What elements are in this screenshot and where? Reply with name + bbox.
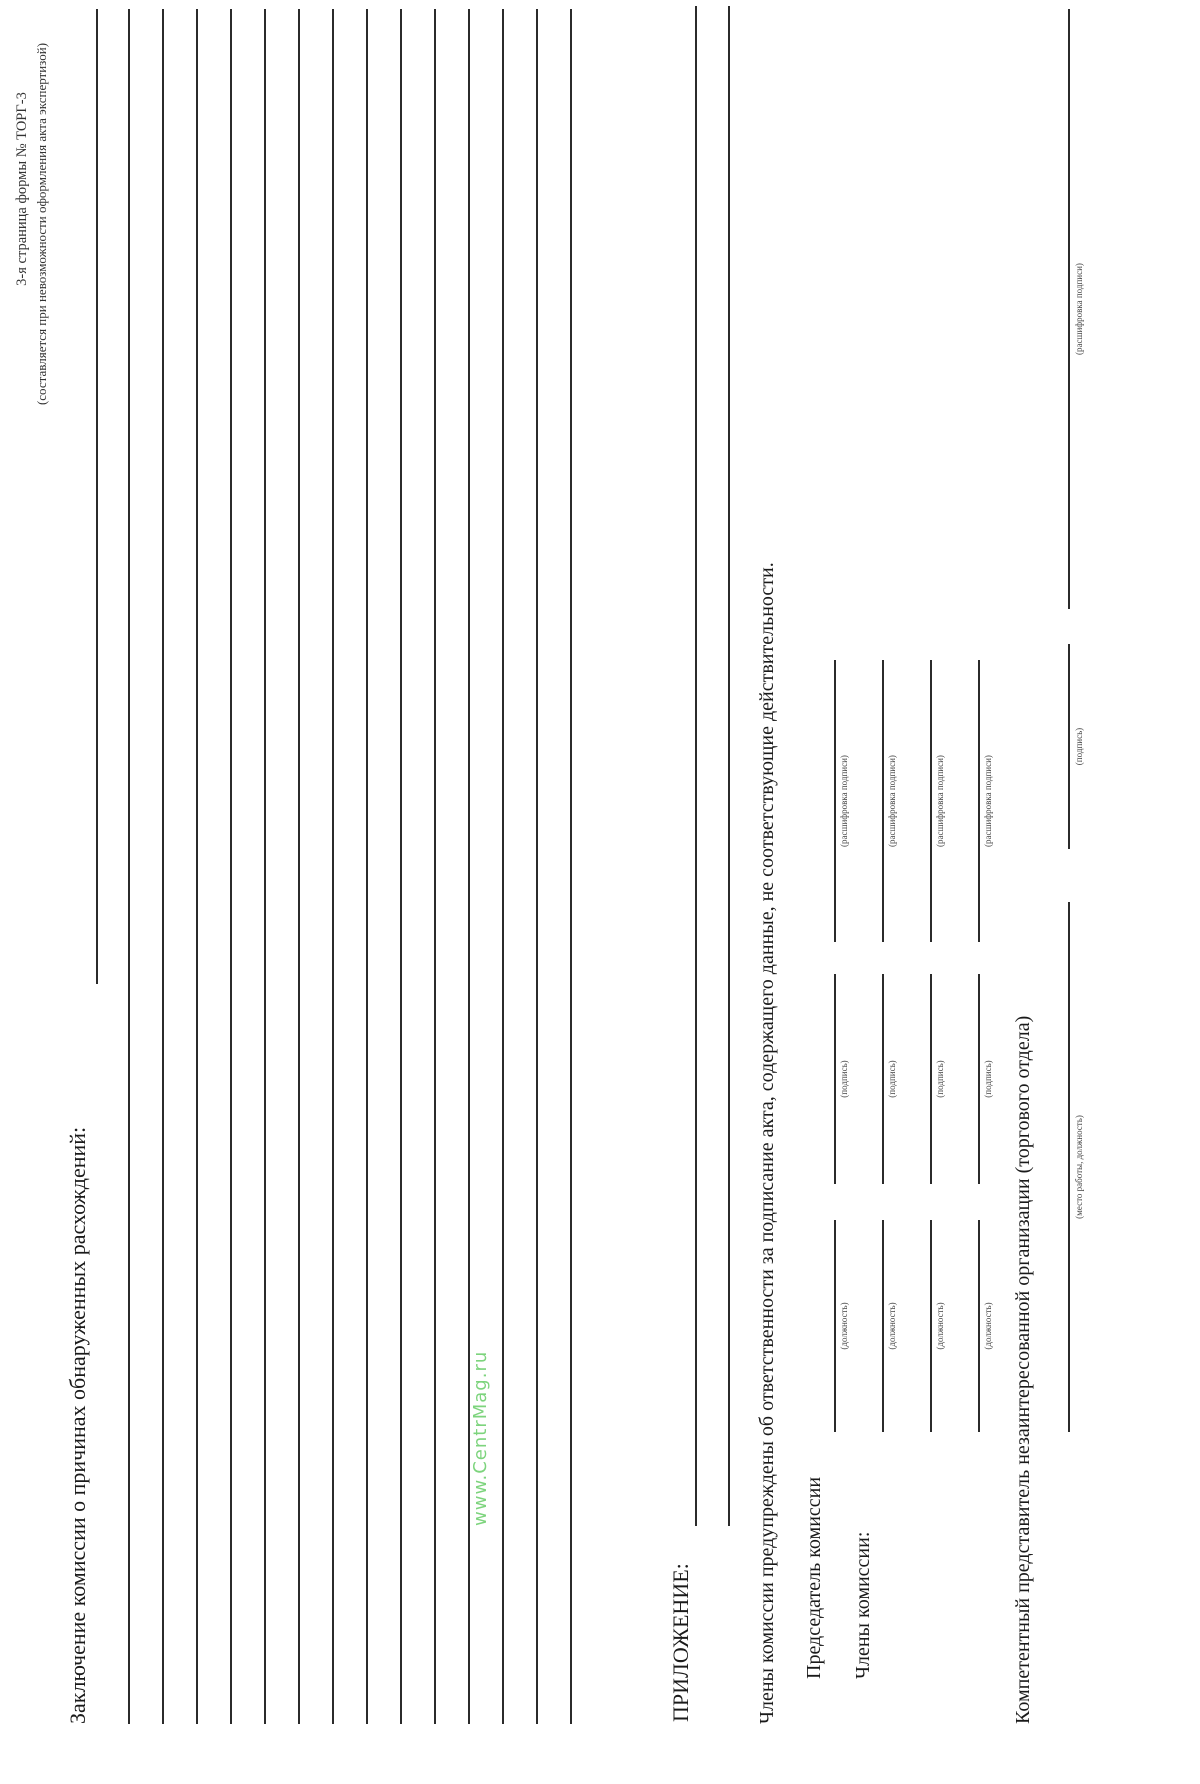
representative-signature-caption: (подпись) — [1074, 727, 1084, 766]
signature-caption: (подпись) — [983, 1060, 993, 1098]
decryption-line — [930, 660, 932, 942]
decryption-caption: (расшифровка подписи) — [887, 755, 897, 847]
position-line — [978, 1220, 980, 1432]
signature-line — [834, 974, 836, 1184]
chairman-label: Председатель комиссии — [803, 1476, 825, 1679]
representative-workplace-line — [1068, 902, 1070, 1432]
conclusion-ruled-line — [264, 9, 266, 1724]
decryption-line — [882, 660, 884, 942]
position-caption: (должность) — [887, 1302, 897, 1350]
conclusion-ruled-line — [502, 9, 504, 1724]
decryption-caption: (расшифровка подписи) — [839, 755, 849, 847]
page-note: (составляется при невозможности оформления акта экспертизой) — [34, 42, 49, 406]
warning-text: Члены комиссии предупреждены об ответственности за подписание акта, содержащего данные, не соответствующие действительности. — [756, 562, 778, 1724]
position-caption: (должность) — [983, 1302, 993, 1350]
attachment-line-2 — [728, 6, 730, 1526]
decryption-line — [978, 660, 980, 942]
attachment-label: ПРИЛОЖЕНИЕ: — [668, 1563, 693, 1722]
decryption-caption: (расшифровка подписи) — [983, 755, 993, 847]
watermark-text: www.CentrMag.ru — [470, 1350, 491, 1526]
representative-signature-line — [1068, 644, 1070, 849]
conclusion-ruled-line — [434, 9, 436, 1724]
position-line — [930, 1220, 932, 1432]
page-label: 3-я страница формы № ТОРГ-3 — [14, 92, 30, 286]
signature-caption: (подпись) — [887, 1060, 897, 1098]
position-caption: (должность) — [935, 1302, 945, 1350]
signature-line — [978, 974, 980, 1184]
position-line — [882, 1220, 884, 1432]
representative-workplace-caption: (место работы, должность) — [1074, 1115, 1084, 1219]
representative-decryption-caption: (расшифровка подписи) — [1074, 263, 1084, 355]
conclusion-ruled-line — [298, 9, 300, 1724]
conclusion-ruled-line — [230, 9, 232, 1724]
signature-line — [930, 974, 932, 1184]
conclusion-ruled-line — [196, 9, 198, 1724]
signature-line — [882, 974, 884, 1184]
conclusion-label: Заключение комиссии о причинах обнаруженных расхождений: — [65, 1126, 90, 1724]
conclusion-line — [96, 9, 98, 984]
conclusion-ruled-line — [366, 9, 368, 1724]
representative-label: Компетентный представитель незаинтересованной организации (торгового отдела) — [1012, 1015, 1034, 1724]
members-label: Члены комиссии: — [852, 1531, 874, 1679]
conclusion-ruled-line — [332, 9, 334, 1724]
decryption-line — [834, 660, 836, 942]
conclusion-ruled-line — [400, 9, 402, 1724]
attachment-line — [695, 6, 697, 1526]
position-line — [834, 1220, 836, 1432]
signature-caption: (подпись) — [935, 1060, 945, 1098]
conclusion-ruled-line — [128, 9, 130, 1724]
conclusion-ruled-line — [536, 9, 538, 1724]
decryption-caption: (расшифровка подписи) — [935, 755, 945, 847]
signature-caption: (подпись) — [839, 1060, 849, 1098]
position-caption: (должность) — [839, 1302, 849, 1350]
representative-decryption-line — [1068, 9, 1070, 609]
conclusion-ruled-line — [162, 9, 164, 1724]
conclusion-ruled-line — [570, 9, 572, 1724]
